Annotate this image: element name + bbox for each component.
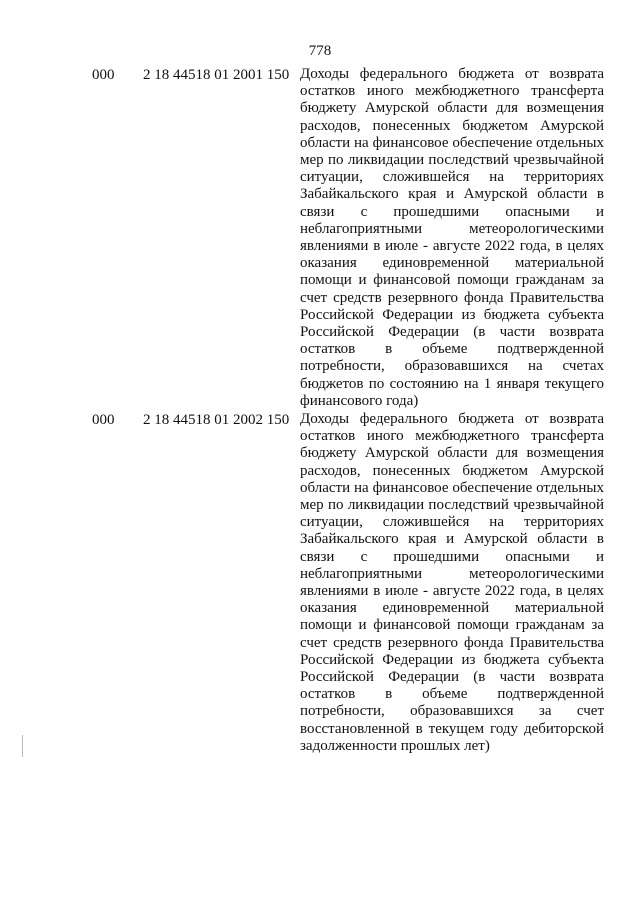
description-line: явлениями в июле - августе 2022 года, в целях [300,238,604,255]
entry-description [300,411,604,755]
description-line: связи с прошедшими опасными и [300,203,604,220]
budget-classification-code: 2 18 44518 01 2002 150 [143,412,290,428]
description-line: ситуации, сложившейся на территориях [300,169,604,186]
description-line: явлениями в июле - августе 2022 года, в целях [300,583,604,600]
description-line: остатков иного межбюджетного трансферта [300,428,604,445]
description-line: Забайкальского края и Амурской области в [300,186,604,203]
description-line: счет средств резервного фонда Правительства [300,289,604,306]
description-line: бюджету Амурской области для возмещения [300,445,604,462]
description-line: расходов, понесенных бюджетом Амурской [300,117,604,134]
description-line: помощи и финансовой помощи гражданам за [300,272,604,289]
description-line: помощи и финансовой помощи гражданам за [300,617,604,634]
description-line: области на финансовое обеспечение отдельных [300,134,604,151]
description-line: остатков в объеме подтвержденной [300,686,604,703]
description-line: счет средств резервного фонда Правительства [300,634,604,651]
description-line: Доходы федерального бюджета от возврата [300,411,604,427]
description-line: мер по ликвидации последствий чрезвычайной [300,497,604,514]
description-line: Российской Федерации (в части возврата [300,324,604,341]
description-line: расходов, понесенных бюджетом Амурской [300,462,604,479]
description-line: Российской Федерации из бюджета субъекта [300,651,604,668]
entry-description [300,66,604,410]
page-number: 778 [308,43,332,59]
description-line: потребности, образовавшихся за счет [300,703,604,720]
description-line: бюджету Амурской области для возмещения [300,100,604,117]
description-line: остатков в объеме подтвержденной [300,341,604,358]
description-line: Российской Федерации (в части возврата [300,669,604,686]
description-line: восстановленной в текущем году дебиторской [300,720,604,737]
scan-margin-mark [22,735,23,757]
description-line: мер по ликвидации последствий чрезвычайной [300,152,604,169]
description-line: бюджетов по состоянию на 1 января текущего [300,375,604,392]
description-line: связи с прошедшими опасными и [300,548,604,565]
description-line: неблагоприятными метеорологическими [300,565,604,582]
description-line: Забайкальского края и Амурской области в [300,531,604,548]
description-line: Доходы федерального бюджета от возврата [300,66,604,82]
admin-code: 000 [92,412,115,428]
description-line: неблагоприятными метеорологическими [300,220,604,237]
budget-classification-code: 2 18 44518 01 2001 150 [143,67,290,83]
description-line: Российской Федерации из бюджета субъекта [300,306,604,323]
description-line: оказания единовременной материальной [300,255,604,272]
description-line: оказания единовременной материальной [300,600,604,617]
description-line: потребности, образовавшихся на счетах [300,358,604,375]
description-line: задолженности прошлых лет) [300,737,490,754]
description-line: остатков иного межбюджетного трансферта [300,83,604,100]
admin-code: 000 [92,67,115,83]
description-line: области на финансовое обеспечение отдельных [300,479,604,496]
description-line: ситуации, сложившейся на территориях [300,514,604,531]
description-line: финансового года) [300,392,419,409]
